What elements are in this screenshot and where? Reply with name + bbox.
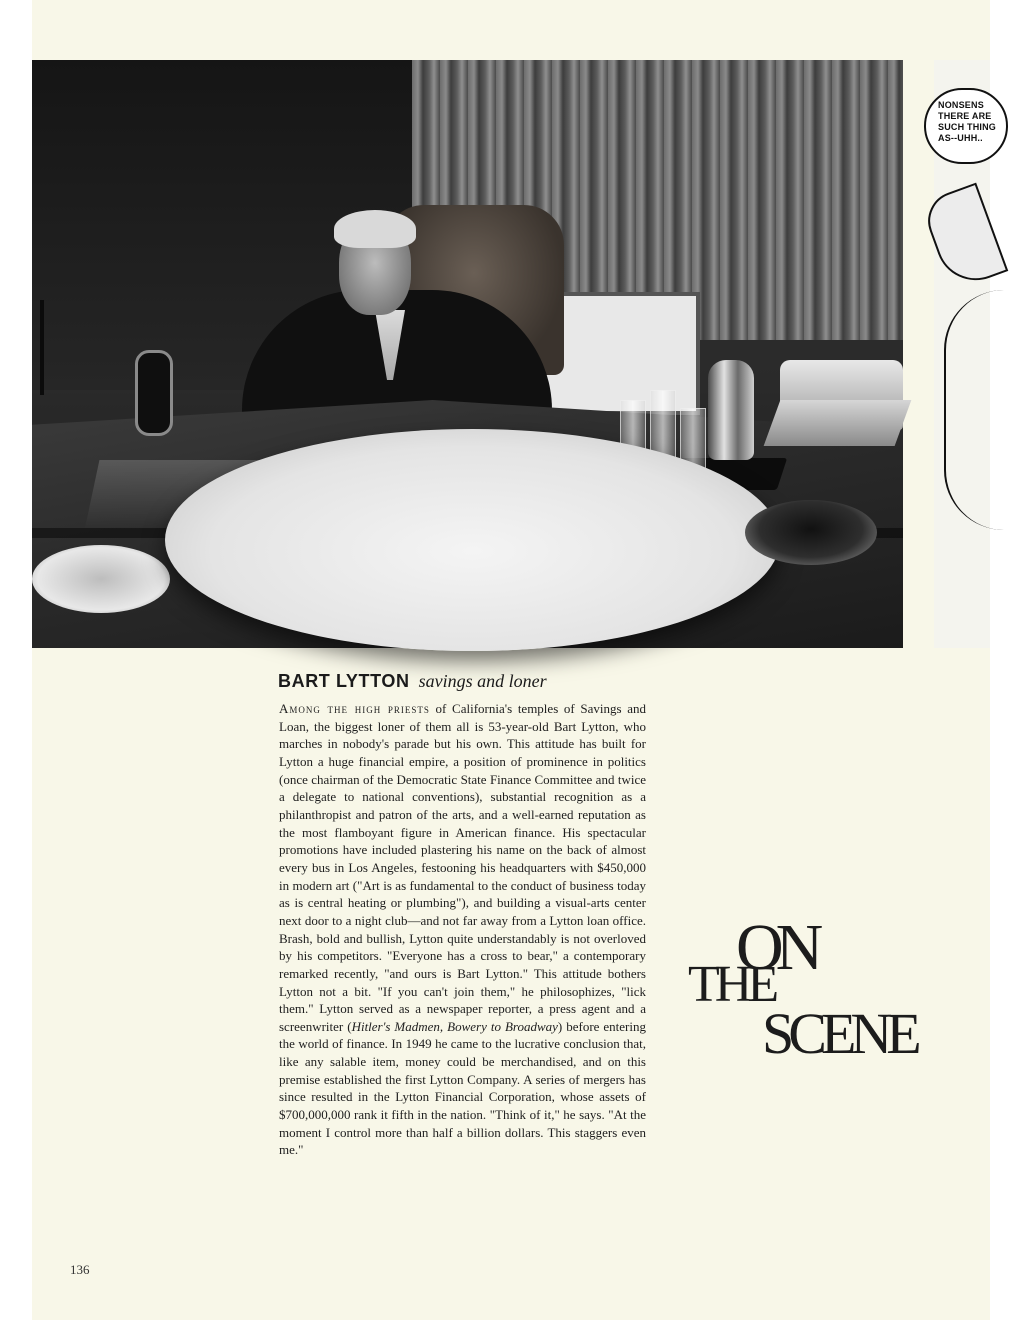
film-titles: Hitler's Madmen, Bowery to Broadway [351,1018,558,1034]
page-number: 136 [70,1262,90,1277]
logo-word-the: THE [688,956,775,1013]
dark-bowl [745,500,877,565]
man-hair [334,210,416,248]
article-body [279,700,646,1159]
article-headline [278,670,658,693]
logo-word-on: ON [736,911,816,984]
desk-book [764,400,912,446]
bubble-line: NONSENS [938,100,984,110]
on-the-scene-logo [688,911,968,1075]
large-platter [165,429,780,651]
desk-pen [40,300,44,395]
article-lead-in: Among the high priests [279,701,430,716]
desk-clock [135,350,173,436]
logo-word-scene: SCENE [762,1001,916,1066]
cartoon-strip [934,60,996,648]
headline-name: BART LYTTON [278,671,410,691]
cartoon-figure [944,290,1016,530]
bubble-line: THERE ARE [938,111,992,121]
ashtray [32,545,170,613]
framed-document [542,292,700,415]
article-body-text: of California's temples of Savings and Loan, the biggest loner of them all is 53-year-old Bart Lytton, who marches in nobody's parade but his own. This attitude has built for Lytton a huge financial empire, a position of prominence in politics (once chairman of the Democratic State Finance Committee and twice a delegate to national conventions), substantial recognition as a philanthropist and patron of the arts, and a well-earned reputation as the most flamboyant figure in American finance. His spectacular promotions have included plastering his name on the back of almost every bus in Los Angeles, festooning his headquarters with $450,000 in modern art ("Art is as fundamental to the conduct of business today as is central heating or plumbing"), and building a visual-arts center next door to a night club—and not far away from a Lytton loan office. Brash, bold and bullish, Lytton quite understandably is not overloved by his competitors. "Everyone has a cross to bear," a contemporary remarked recently, "and ours is Bart Lytton." This attitude bothers Lytton not a bit. "If you can't join them," he philosophizes, "lick them." Lytton served as a newspaper reporter, a press agent and a screenwriter ( [279,701,647,1034]
article-body-end: ) before entering the world of finance. In 1949 he came to the lucrative conclusion that, like any salable item, money could be merchandised, and on this premise established the first Lytton Company. A series of mergers has since resulted in the Lytton Financial Corporation, whose assets of $700,000,000 rank it fifth in the nation. "Think of it," he says. "At the moment I control more than half a billion dollars. This staggers even me." [279,1018,646,1158]
bubble-line: AS--UHH.. [938,133,983,143]
bubble-line: SUCH THING [938,122,996,132]
headline-subtitle: savings and loner [418,671,547,691]
office-photo [32,60,903,648]
thermos-jug [708,360,754,460]
